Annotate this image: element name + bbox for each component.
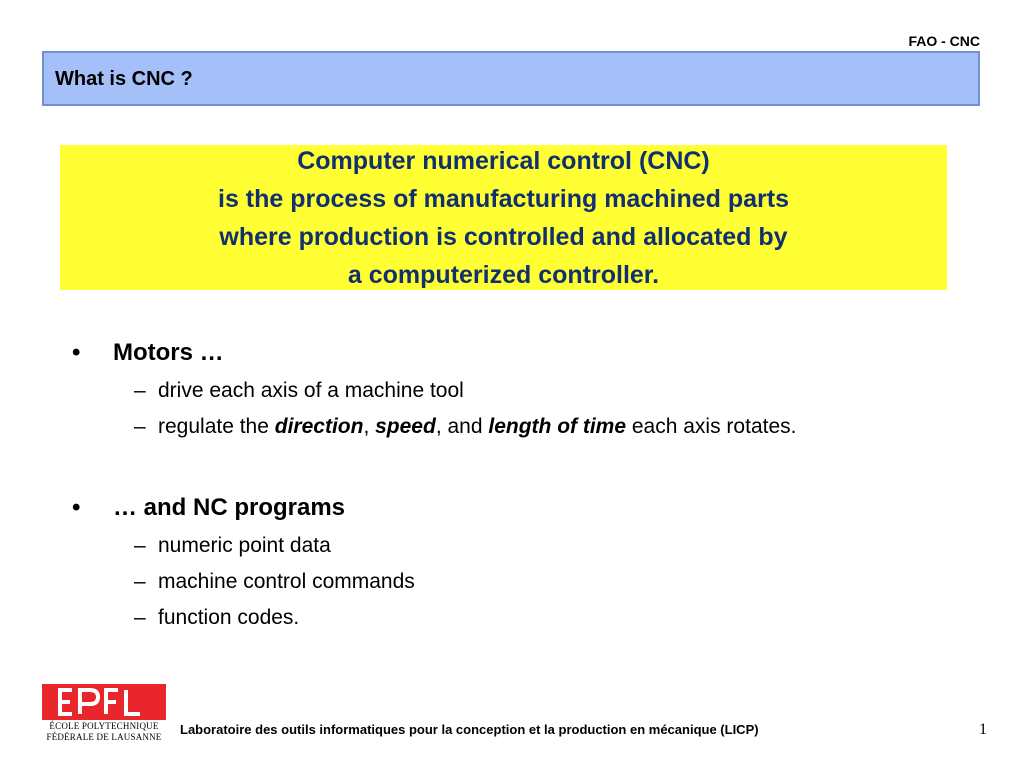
text-run: regulate the	[158, 415, 275, 438]
definition-line-4: a computerized controller.	[347, 260, 660, 289]
logo-text-line-2: FÉDÉRALE DE LAUSANNE	[46, 732, 162, 742]
bullet-heading: Motors …	[113, 339, 224, 366]
dash-marker: –	[134, 606, 146, 629]
text-run: each axis rotates.	[626, 415, 797, 438]
definition-box	[60, 145, 947, 290]
dash-marker: –	[134, 570, 146, 593]
dash-marker: –	[134, 415, 146, 438]
dash-marker: –	[134, 379, 146, 402]
dash-marker: –	[134, 534, 146, 557]
epfl-logo	[42, 684, 166, 744]
bullet-marker: •	[72, 339, 81, 366]
sub-bullet-text: numeric point data	[158, 534, 331, 557]
logo-text-line-1: ÉCOLE POLYTECHNIQUE	[49, 721, 159, 731]
bullet-marker: •	[72, 494, 81, 521]
sub-bullet-text: machine control commands	[158, 570, 415, 593]
text-run: ,	[363, 415, 376, 438]
footer-lab-name: Laboratoire des outils informatiques pour la conception et la production en mécanique (LICP)	[180, 722, 759, 737]
course-tag: FAO - CNC	[908, 33, 980, 49]
emphasis-direction: direction	[274, 415, 364, 438]
epfl-logo-mark	[42, 684, 166, 720]
definition-line-1: Computer numerical control (CNC)	[297, 146, 710, 175]
sub-bullet-text	[158, 415, 796, 439]
text-run: , and	[435, 415, 489, 438]
page-number: 1	[979, 721, 987, 738]
sub-bullet-text: function codes.	[158, 606, 300, 629]
definition-line-3: where production is controlled and allocated by	[219, 222, 788, 251]
emphasis-length-of-time: length of time	[488, 415, 627, 438]
slide-title: What is CNC ?	[55, 68, 193, 90]
emphasis-speed: speed	[375, 415, 436, 438]
definition-line-2: is the process of manufacturing machined parts	[218, 184, 789, 213]
bullet-heading: … and NC programs	[113, 494, 346, 521]
title-bar	[42, 51, 980, 106]
sub-bullet-text: drive each axis of a machine tool	[158, 379, 464, 402]
